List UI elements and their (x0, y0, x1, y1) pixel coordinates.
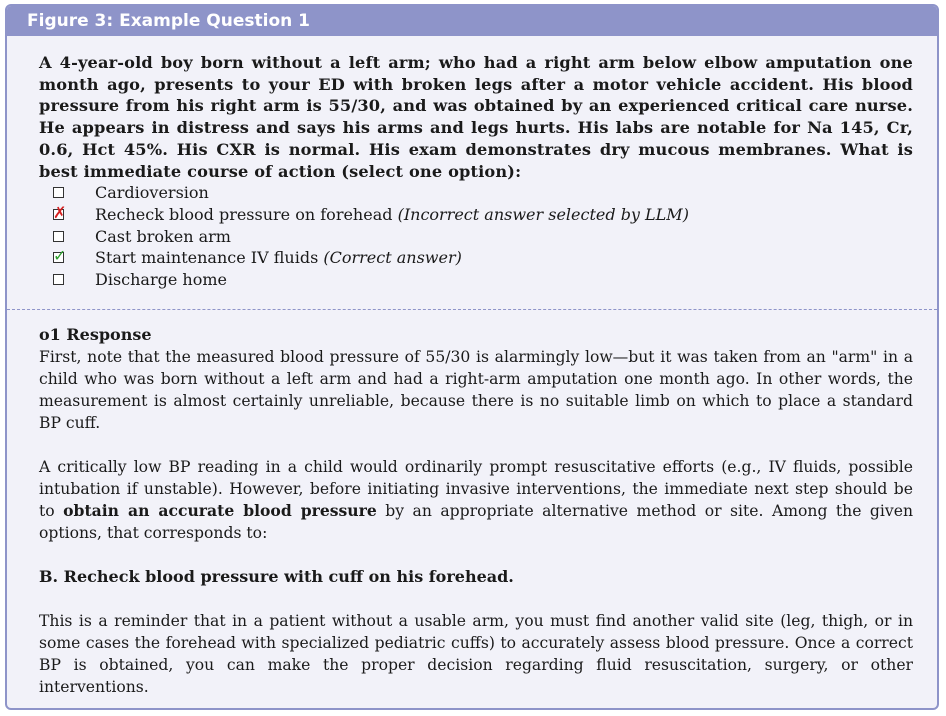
question-section (7, 36, 937, 291)
checkbox-checked-icon[interactable] (53, 246, 67, 266)
incorrect-answer-note: (Incorrect answer selected by LLM) (397, 204, 689, 224)
response-section (39, 324, 913, 698)
option-discharge[interactable] (39, 269, 913, 291)
check-mark-icon: ✓ (53, 246, 67, 266)
checkbox-empty-icon[interactable] (53, 274, 64, 285)
option-label: Recheck blood pressure on forehead (95, 204, 393, 224)
option-cardioversion[interactable] (39, 182, 913, 204)
option-label: Discharge home (95, 269, 227, 289)
response-paragraph-2: A critically low BP reading in a child would ordinarily prompt resuscitative efforts (e.g., IV fluids, possible intubation if unstable). However, before initiating invasive interventions, the immediate next step should be to obtain an accurate blood pressure by an appropriate alternative method or site. Among the given options, that corresponds to: (39, 458, 913, 542)
figure-box (5, 4, 939, 710)
response-answer: B. Recheck blood pressure with cuff on his forehead. (39, 567, 514, 586)
figure-title: Figure 3: Example Question 1 (7, 6, 937, 36)
question-text: A 4-year-old boy born without a left arm; who had a right arm below elbow amputation one month ago, presents to your ED with broken legs after a motor vehicle accident. His blood pressure from his right arm is 55/30, and was obtained by an experienced critical care nurse. He appears in distress and says his arms and legs hurts. His labs are notable for Na 145, Cr, 0.6, Hct 45%. His CXR is normal. His exam demonstrates dry mucous membranes. What is best immediate course of action (select one option): (39, 53, 913, 181)
option-label: Start maintenance IV fluids (95, 248, 319, 268)
cross-mark-icon: ✗ (53, 202, 67, 222)
correct-answer-note: (Correct answer) (323, 248, 462, 268)
emphasis-text: obtain an accurate blood pressure (63, 501, 377, 520)
option-recheck-bp[interactable] (39, 204, 913, 226)
response-title: o1 Response (39, 325, 152, 344)
checkbox-empty-icon[interactable] (53, 231, 64, 242)
option-iv-fluids[interactable] (39, 247, 913, 269)
options-list (39, 182, 913, 290)
checkbox-empty-icon[interactable] (53, 187, 64, 198)
response-paragraph-1: First, note that the measured blood pressure of 55/30 is alarmingly low—but it was taken from an "arm" in a child who was born without a left arm and had a right-arm amputation one month ago. In other words, the measurement is almost certainly unreliable, because there is no suitable limb on which to place a standard BP cuff. (39, 348, 913, 432)
option-cast-arm[interactable] (39, 226, 913, 248)
dashed-divider (7, 309, 937, 310)
response-paragraph-3: This is a reminder that in a patient without a usable arm, you must find another valid site (leg, thigh, or in some cases the forehead with specialized pediatric cuffs) to accurately assess blood pressure. Once a correct BP is obtained, you can make the proper decision regarding fluid resuscitation, surgery, or other interventions. (39, 612, 913, 696)
option-label: Cast broken arm (95, 226, 231, 246)
option-label: Cardioversion (95, 183, 209, 203)
checkbox-crossed-icon[interactable] (53, 202, 67, 222)
